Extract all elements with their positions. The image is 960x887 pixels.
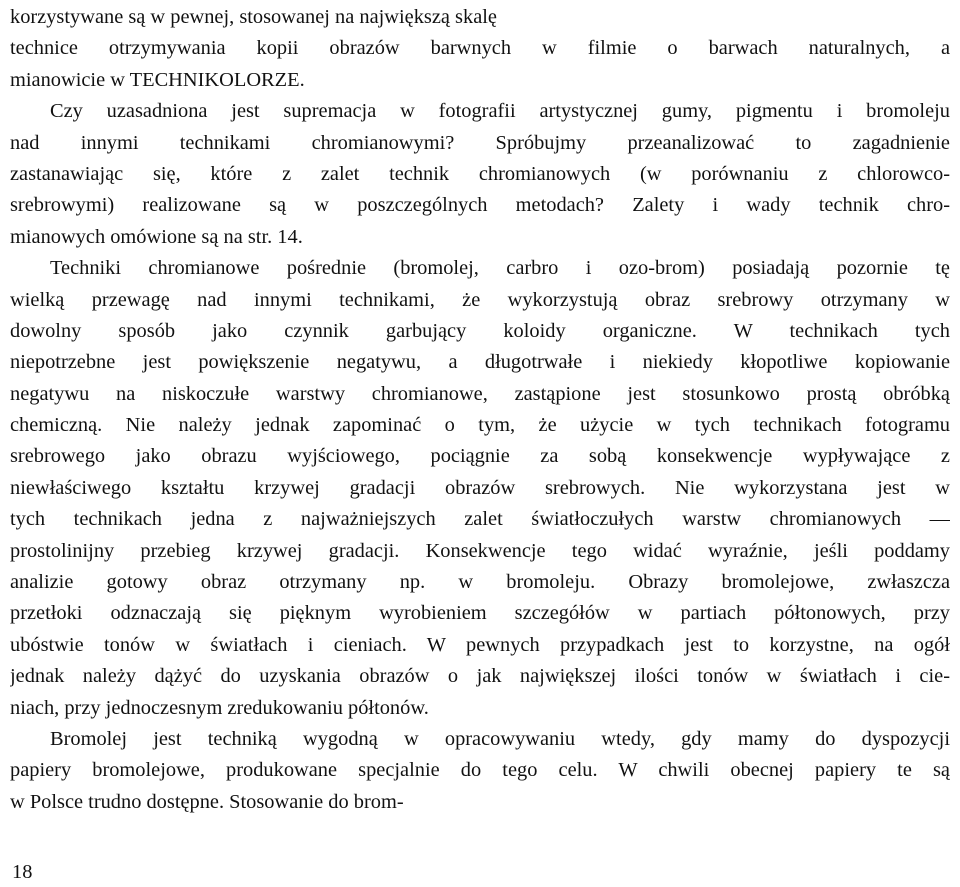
text-line: w Polsce trudno dostępne. Stosowanie do brom- <box>10 790 404 813</box>
text-line: jednak należy dążyć do uzyskania obrazów o jak największej ilości tonów w światłach i cie- <box>10 665 950 688</box>
text-line: niewłaściwego kształtu krzywej gradacji obrazów srebrowych. Nie wykorzystana jest w <box>10 476 950 499</box>
paragraph-start-line: Czy uzasadniona jest supremacja w fotografii artystycznej gumy, pigmentu i bromoleju <box>50 100 950 123</box>
text-line: dowolny sposób jako czynnik garbujący koloidy organiczne. W technikach tych <box>10 319 950 342</box>
text-line: technice otrzymywania kopii obrazów barwnych w filmie o barwach naturalnych, a <box>10 37 950 60</box>
text-line: mianowicie w TECHNIKOLORZE. <box>10 68 305 91</box>
paragraph-start-line: Bromolej jest techniką wygodną w opracowywaniu wtedy, gdy mamy do dyspozycji <box>50 727 950 750</box>
text-line: srebrowego jako obrazu wyjściowego, pociągnie za sobą konsekwencje wypływające z <box>10 445 950 468</box>
text-line: nad innymi technikami chromianowymi? Spróbujmy przeanalizować to zagadnienie <box>10 131 950 154</box>
text-line: wielką przewagę nad innymi technikami, że wykorzystują obraz srebrowy otrzymany w <box>10 288 950 311</box>
text-line: zastanawiając się, które z zalet technik chromianowych (w porównaniu z chlorowco- <box>10 162 950 185</box>
text-line: prostolinijny przebieg krzywej gradacji. Konsekwencje tego widać wyraźnie, jeśli poddamy <box>10 539 950 562</box>
text-line: niepotrzebne jest powiększenie negatywu, a długotrwałe i niekiedy kłopotliwe kopiowanie <box>10 351 950 374</box>
text-line: negatywu na niskoczułe warstwy chromianowe, zastąpione jest stosunkowo prostą obróbką <box>10 382 950 405</box>
paragraph-start-line: Techniki chromianowe pośrednie (bromolej, carbro i ozo-brom) posiadają pozornie tę <box>50 257 950 280</box>
text-line: chemiczną. Nie należy jednak zapominać o tym, że użycie w tych technikach fotogramu <box>10 414 950 437</box>
text-line: ubóstwie tonów w światłach i cieniach. W pewnych przypadkach jest to korzystne, na ogół <box>10 633 950 656</box>
text-line: przetłoki odznaczają się pięknym wyrobieniem szczegółów w partiach półtonowych, przy <box>10 602 950 625</box>
text-line: niach, przy jednoczesnym zredukowaniu półtonów. <box>10 696 429 719</box>
text-line: tych technikach jedna z najważniejszych zalet światłoczułych warstw chromianowych — <box>10 508 950 531</box>
text-line: srebrowymi) realizowane są w poszczególnych metodach? Zalety i wady technik chro- <box>10 194 950 217</box>
text-line: papiery bromolejowe, produkowane specjalnie do tego celu. W chwili obecnej papiery te są <box>10 759 950 782</box>
text-line: mianowych omówione są na str. 14. <box>10 225 303 248</box>
text-line: analizie gotowy obraz otrzymany np. w bromoleju. Obrazy bromolejowe, zwłaszcza <box>10 571 950 594</box>
document-body <box>10 2 950 818</box>
page-number: 18 <box>12 861 33 883</box>
text-line: korzystywane są w pewnej, stosowanej na największą skalę <box>10 6 497 28</box>
